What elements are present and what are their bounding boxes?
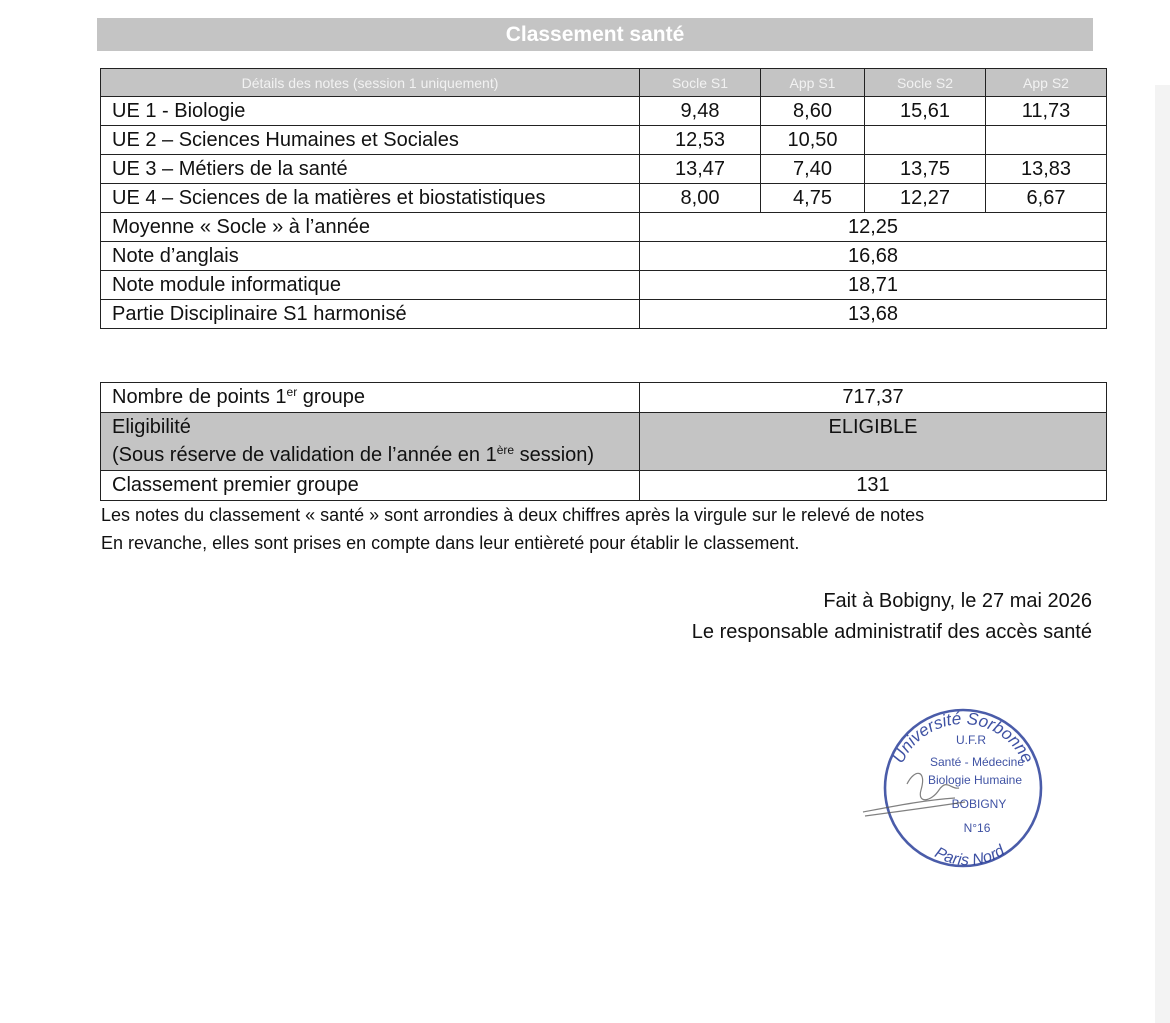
summary-row xyxy=(101,300,1107,329)
eligibility-value: ELIGIBLE xyxy=(640,413,1107,471)
svg-text:Biologie Humaine: Biologie Humaine xyxy=(927,773,1023,787)
points-label: Nombre de points 1er groupe xyxy=(101,383,640,413)
svg-text:Santé - Médecine: Santé - Médecine xyxy=(929,755,1025,769)
socle-s1-value: 13,47 xyxy=(640,155,761,184)
summary-row xyxy=(101,271,1107,300)
page-edge-shadow xyxy=(1155,85,1170,1023)
svg-text:Université Sorbonne: Université Sorbonne xyxy=(888,708,1038,767)
grades-header-row xyxy=(101,69,1107,97)
app-s2-value: 13,83 xyxy=(986,155,1107,184)
app-s1-value: 4,75 xyxy=(761,184,865,213)
socle-s1-value: 8,00 xyxy=(640,184,761,213)
ue-label: UE 2 – Sciences Humaines et Sociales xyxy=(101,126,640,155)
ue-label: UE 4 – Sciences de la matières et biostatistiques xyxy=(101,184,640,213)
table-row xyxy=(101,126,1107,155)
footnotes xyxy=(101,501,924,557)
summary-value: 13,68 xyxy=(640,300,1107,329)
svg-text:Paris Nord: Paris Nord xyxy=(931,842,1008,870)
points-row xyxy=(101,383,1107,413)
header-app-s1: App S1 xyxy=(761,69,865,97)
header-details: Détails des notes (session 1 uniquement) xyxy=(101,69,640,97)
socle-s1-value: 9,48 xyxy=(640,97,761,126)
app-s1-value: 8,60 xyxy=(761,97,865,126)
eligibility-row xyxy=(101,413,1107,471)
svg-text:U.F.R: U.F.R xyxy=(956,733,986,747)
socle-s2-value: 15,61 xyxy=(865,97,986,126)
app-s2-value xyxy=(986,126,1107,155)
results-table xyxy=(100,382,1107,501)
grades-table xyxy=(100,68,1107,329)
summary-value: 18,71 xyxy=(640,271,1107,300)
summary-row xyxy=(101,213,1107,242)
svg-text:BOBIGNY: BOBIGNY xyxy=(951,797,1007,811)
summary-label: Moyenne « Socle » à l’année xyxy=(101,213,640,242)
footnote-precision: En revanche, elles sont prises en compte dans leur entièreté pour établir le classement. xyxy=(101,533,800,553)
app-s1-value: 10,50 xyxy=(761,126,865,155)
summary-value: 12,25 xyxy=(640,213,1107,242)
footnote-rounding: Les notes du classement « santé » sont arrondies à deux chiffres après la virgule sur le relevé de notes xyxy=(101,505,925,525)
summary-label: Note d’anglais xyxy=(101,242,640,271)
app-s2-value: 11,73 xyxy=(986,97,1107,126)
socle-s2-value xyxy=(865,126,986,155)
table-row xyxy=(101,97,1107,126)
eligibility-label: Eligibilité (Sous réserve de validation de l’année en 1ère session) xyxy=(101,413,640,471)
header-socle-s1: Socle S1 xyxy=(640,69,761,97)
signature-block xyxy=(692,586,1092,648)
summary-label: Note module informatique xyxy=(101,271,640,300)
summary-label: Partie Disciplinaire S1 harmonisé xyxy=(101,300,640,329)
table-row xyxy=(101,184,1107,213)
ranking-row xyxy=(101,471,1107,501)
app-s1-value: 7,40 xyxy=(761,155,865,184)
ue-label: UE 3 – Métiers de la santé xyxy=(101,155,640,184)
summary-row xyxy=(101,242,1107,271)
ranking-label: Classement premier groupe xyxy=(101,471,640,501)
place-date: Fait à Bobigny, le 27 mai 2026 xyxy=(823,590,1092,612)
header-socle-s2: Socle S2 xyxy=(865,69,986,97)
socle-s2-value: 13,75 xyxy=(865,155,986,184)
official-stamp xyxy=(855,686,1070,886)
svg-text:N°16: N°16 xyxy=(963,821,991,835)
header-app-s2: App S2 xyxy=(986,69,1107,97)
socle-s1-value: 12,53 xyxy=(640,126,761,155)
summary-value: 16,68 xyxy=(640,242,1107,271)
ue-label: UE 1 - Biologie xyxy=(101,97,640,126)
table-row xyxy=(101,155,1107,184)
socle-s2-value: 12,27 xyxy=(865,184,986,213)
points-value: 717,37 xyxy=(640,383,1107,413)
page-title: Classement santé xyxy=(97,18,1093,51)
signer-title: Le responsable administratif des accès santé xyxy=(691,621,1092,643)
ranking-value: 131 xyxy=(640,471,1107,501)
app-s2-value: 6,67 xyxy=(986,184,1107,213)
